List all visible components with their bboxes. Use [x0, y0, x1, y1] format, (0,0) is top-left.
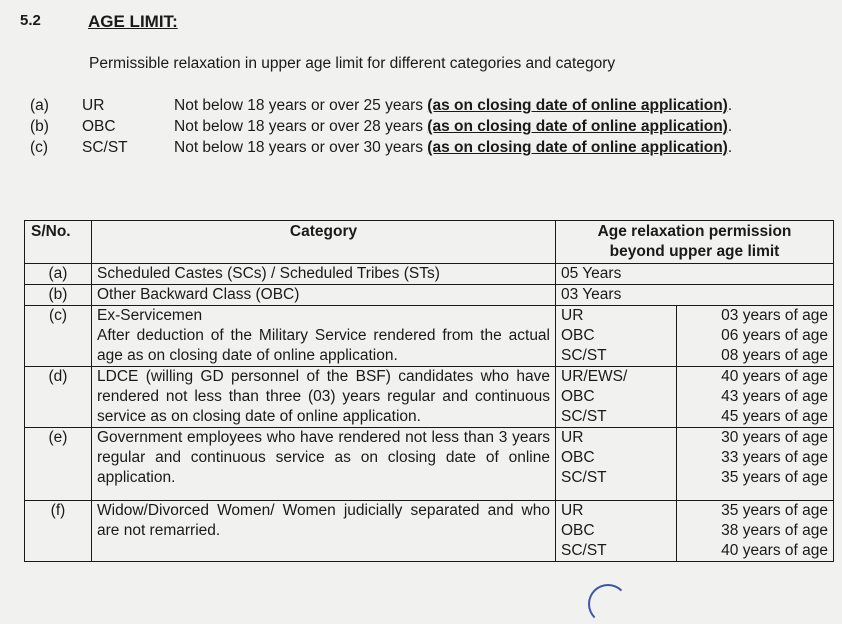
- sub-category: UR: [561, 429, 584, 446]
- sub-category: SC/ST: [561, 408, 607, 425]
- limit-row-a: [30, 95, 732, 116]
- row-ages: [677, 501, 834, 562]
- limit-end: .: [727, 97, 733, 114]
- sub-category: SC/ST: [561, 347, 607, 364]
- age-value: 03 years of age: [721, 307, 828, 324]
- row-sub-categories: [556, 501, 677, 562]
- sub-category: SC/ST: [561, 469, 607, 486]
- row-ages: [677, 428, 834, 501]
- sub-category: OBC: [561, 327, 595, 344]
- row-sno: (e): [25, 428, 92, 501]
- section-title-text: AGE LIMIT: [88, 12, 173, 31]
- section-title: [88, 12, 178, 32]
- limit-note: (as on closing date of online application): [427, 118, 728, 135]
- age-value: 40 years of age: [721, 542, 828, 559]
- row-relaxation: 03 Years: [556, 285, 834, 306]
- age-value: 30 years of age: [721, 429, 828, 446]
- age-value: 43 years of age: [721, 388, 828, 405]
- row-sub-categories: [556, 367, 677, 428]
- section-number: 5.2: [20, 12, 41, 29]
- row-category: Other Backward Class (OBC): [92, 285, 556, 306]
- section-title-colon: :: [172, 12, 178, 31]
- pen-mark: [588, 584, 628, 624]
- header-relaxation-line1: Age relaxation permission: [597, 223, 792, 240]
- row-ages: [677, 367, 834, 428]
- row-sno: (c): [25, 306, 92, 367]
- table-header-row: [25, 221, 834, 264]
- limit-label: (c): [30, 139, 49, 156]
- row-sub-categories: [556, 306, 677, 367]
- row-spacer: [561, 488, 671, 500]
- row-relaxation: 05 Years: [556, 264, 834, 285]
- age-value: 06 years of age: [721, 327, 828, 344]
- sub-category: SC/ST: [561, 542, 607, 559]
- row-sno: (b): [25, 285, 92, 306]
- row-sno: (f): [25, 501, 92, 562]
- table-row: [25, 367, 834, 428]
- row-ages: [677, 306, 834, 367]
- row-sno: (a): [25, 264, 92, 285]
- limit-text: [174, 95, 732, 116]
- sub-category: OBC: [561, 449, 595, 466]
- limit-category: OBC: [82, 118, 116, 135]
- limit-end: .: [727, 118, 733, 135]
- limit-category: SC/ST: [82, 139, 128, 156]
- row-category: LDCE (willing GD personnel of the BSF) candidates who have rendered not less than three (03) years regular and continuous service as on closing date of online application.: [92, 367, 556, 428]
- limit-label: (b): [30, 118, 49, 135]
- sub-category: UR: [561, 502, 584, 519]
- limit-desc: Not below 18 years or over 25 years: [174, 97, 428, 114]
- row-category-detail: After deduction of the Military Service rendered from the actual age as on closing date of online application.: [97, 327, 550, 364]
- sub-category: UR: [561, 307, 584, 324]
- limit-category: UR: [82, 97, 105, 114]
- row-category-title: Ex-Servicemen: [97, 307, 203, 324]
- table-row: [25, 285, 834, 306]
- intro-text: Permissible relaxation in upper age limit for different categories and category: [89, 55, 616, 72]
- age-relaxation-table: [24, 220, 834, 562]
- limit-text: [174, 116, 732, 137]
- header-sno: S/No.: [25, 221, 92, 264]
- limit-row-b: [30, 116, 732, 137]
- row-category: Widow/Divorced Women/ Women judicially separated and who are not remarried.: [92, 501, 556, 562]
- age-value: 08 years of age: [721, 347, 828, 364]
- age-value: 35 years of age: [721, 502, 828, 519]
- table-row: [25, 306, 834, 367]
- sub-category: UR/EWS/: [561, 368, 628, 385]
- limit-desc: Not below 18 years or over 30 years: [174, 139, 428, 156]
- age-value: 38 years of age: [721, 522, 828, 539]
- limit-note: (as on closing date of online application): [427, 139, 728, 156]
- limit-end: .: [727, 139, 733, 156]
- limit-note: (as on closing date of online application): [427, 97, 728, 114]
- limit-text: [174, 137, 732, 158]
- header-relaxation-line2: beyond upper age limit: [609, 243, 780, 260]
- row-sub-categories: [556, 428, 677, 501]
- table-row: [25, 501, 834, 562]
- row-sno: (d): [25, 367, 92, 428]
- sub-category: OBC: [561, 388, 595, 405]
- limit-row-c: [30, 137, 732, 158]
- table-row: [25, 264, 834, 285]
- age-value: 40 years of age: [721, 368, 828, 385]
- row-category: Scheduled Castes (SCs) / Scheduled Tribes (STs): [92, 264, 556, 285]
- header-category: Category: [92, 221, 556, 264]
- age-value: 45 years of age: [721, 408, 828, 425]
- row-category: [92, 306, 556, 367]
- table-row: [25, 428, 834, 501]
- sub-category: OBC: [561, 522, 595, 539]
- header-relaxation: [556, 221, 834, 264]
- age-value: 35 years of age: [721, 469, 828, 486]
- age-limit-list: [30, 95, 732, 158]
- age-value: 33 years of age: [721, 449, 828, 466]
- limit-label: (a): [30, 97, 49, 114]
- row-category: Government employees who have rendered not less than 3 years regular and continuous service as on closing date of online application.: [92, 428, 556, 501]
- limit-desc: Not below 18 years or over 28 years: [174, 118, 428, 135]
